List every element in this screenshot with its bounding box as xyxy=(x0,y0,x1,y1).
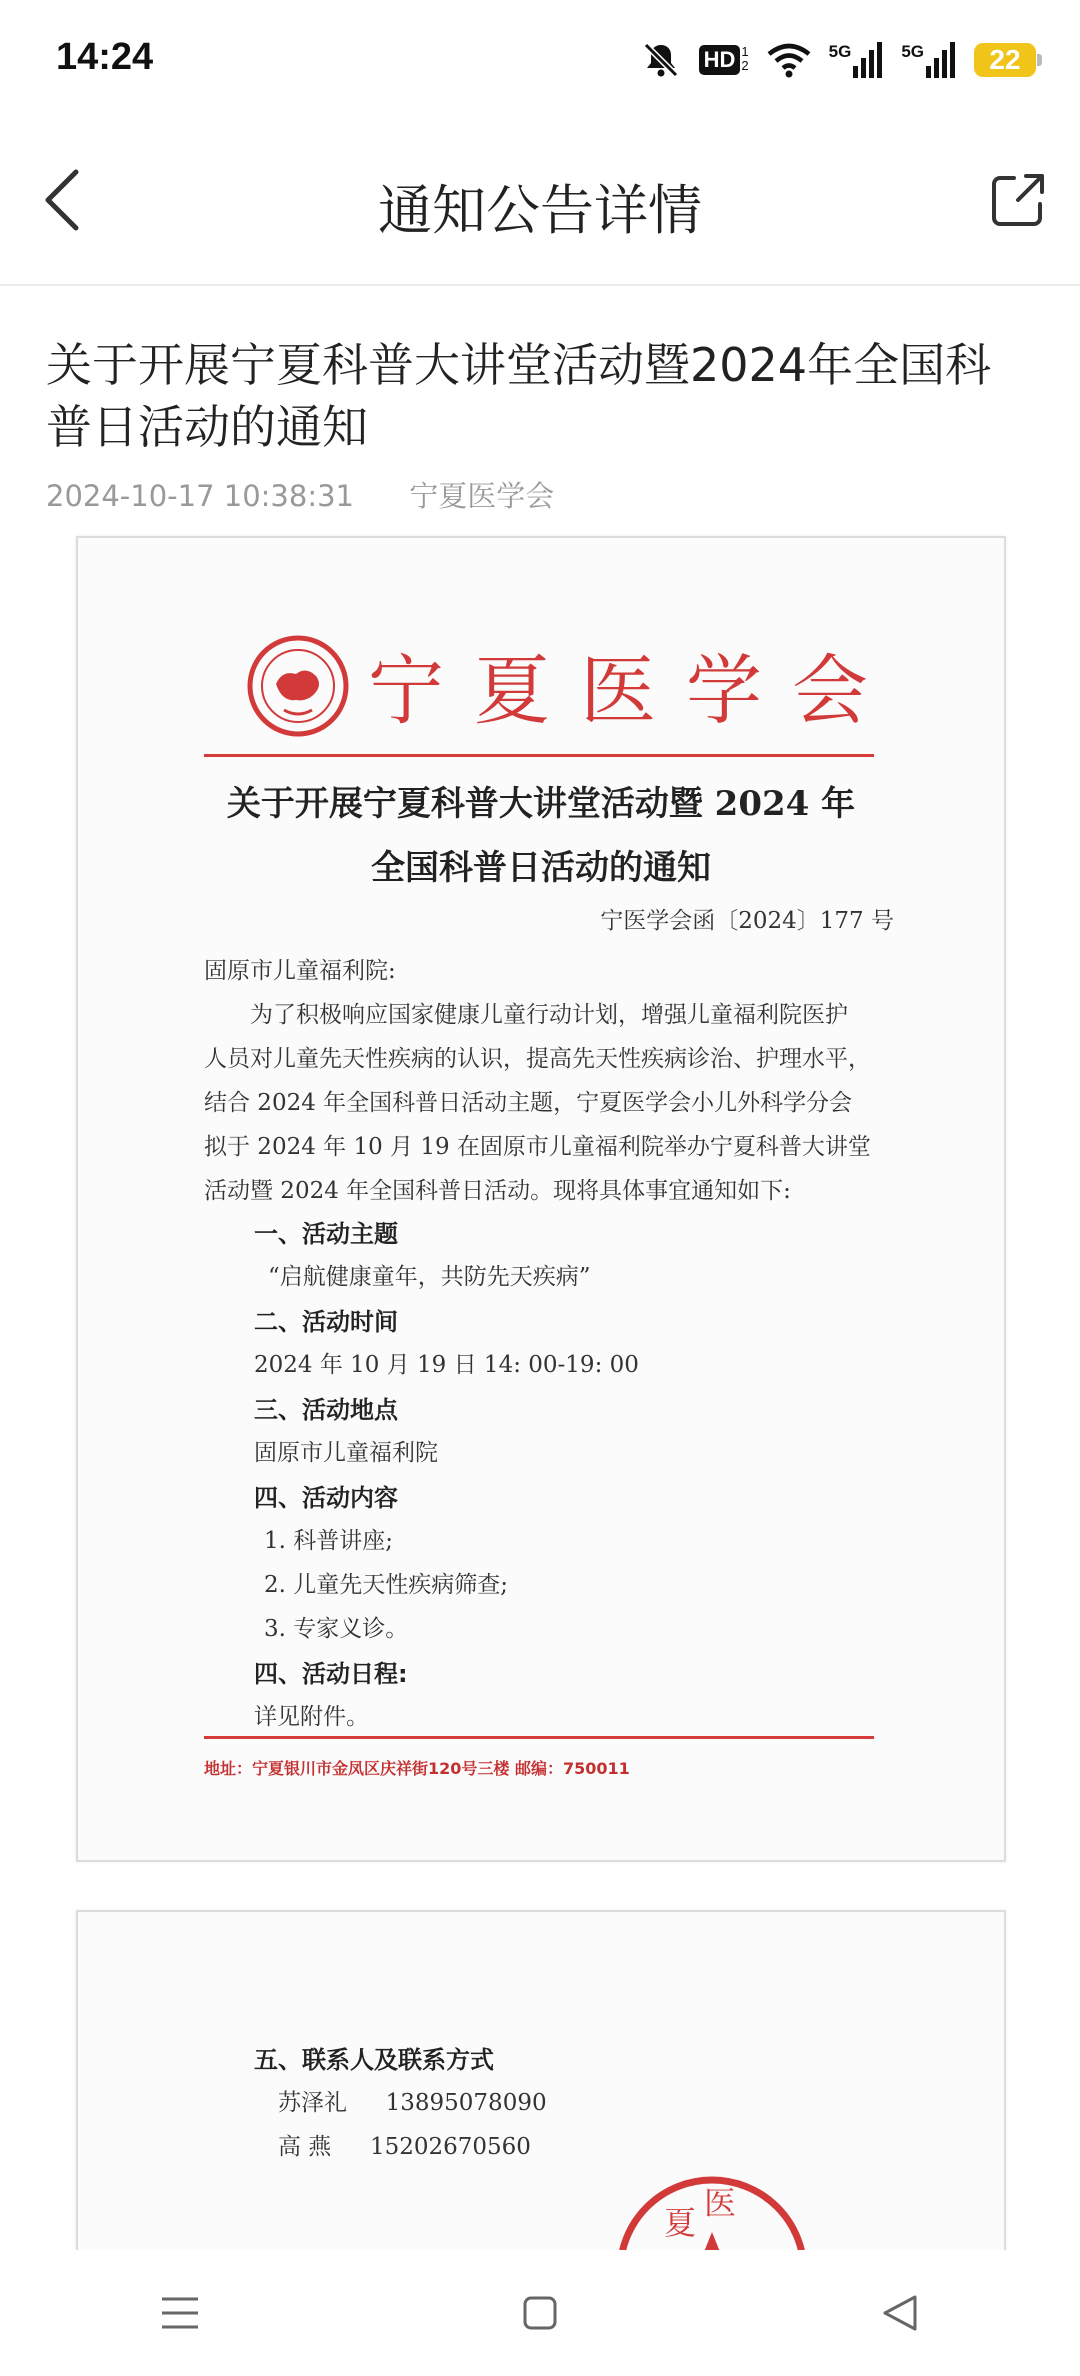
section-schedule-title: 四、活动日程: xyxy=(254,1660,408,1688)
home-icon xyxy=(522,2295,558,2331)
document-reference-number: 宁医学会函〔2024〕177 号 xyxy=(600,908,894,934)
battery-indicator: 22 xyxy=(974,43,1036,77)
article-meta xyxy=(46,474,600,515)
section-theme-content: “启航健康童年，共防先天疾病” xyxy=(268,1264,591,1290)
document-page-image[interactable] xyxy=(76,536,1006,1862)
status-time: 14:24 xyxy=(56,36,154,78)
section-content-title: 四、活动内容 xyxy=(254,1484,398,1512)
section-content-item: 1. 科普讲座; xyxy=(264,1528,394,1554)
contact-phone: 15202670560 xyxy=(369,2134,531,2160)
share-button[interactable] xyxy=(978,160,1058,240)
article-title: 关于开展宁夏科普大讲堂活动暨2024年全国科普日活动的通知 xyxy=(46,338,992,454)
section-time-content: 2024 年 10 月 19 日 14: 00-19: 00 xyxy=(254,1352,639,1378)
svg-text:夏: 夏 xyxy=(664,2204,697,2242)
document-body-line: 人员对儿童先天性疾病的认识，提高先天性疾病诊治、护理水平， xyxy=(204,1046,871,1072)
section-contacts-title: 五、联系人及联系方式 xyxy=(254,2046,494,2074)
hd-icon: HD 1 2 xyxy=(699,45,749,75)
menu-button[interactable] xyxy=(135,2268,225,2358)
contact-name: 苏泽礼 xyxy=(278,2090,347,2116)
document-body-line: 结合 2024 年全国科普日活动主题，宁夏医学会小儿外科学分会 xyxy=(204,1090,853,1116)
menu-icon xyxy=(160,2296,200,2330)
article-source: 宁夏医学会 xyxy=(409,479,555,513)
bell-off-icon xyxy=(641,40,681,80)
document-footer-address: 地址：宁夏银川市金凤区庆祥街120号三楼 邮编：750011 xyxy=(204,1759,630,1778)
section-time-title: 二、活动时间 xyxy=(254,1308,398,1336)
section-content-item: 2. 儿童先天性疾病筛查; xyxy=(264,1572,509,1598)
document-heading-line2: 全国科普日活动的通知 xyxy=(371,848,711,888)
document-heading-line1: 关于开展宁夏科普大讲堂活动暨 2024 年 xyxy=(226,784,856,824)
document-page-image[interactable] xyxy=(76,1910,1006,2252)
section-location-content: 固原市儿童福利院 xyxy=(254,1440,438,1466)
share-icon xyxy=(988,170,1048,230)
wifi-icon xyxy=(767,42,811,78)
letterhead-org-name: 宁夏医学会 xyxy=(368,646,898,735)
section-location-title: 三、活动地点 xyxy=(254,1396,398,1424)
section-content-item: 3. 专家义诊。 xyxy=(264,1616,409,1642)
society-seal-icon xyxy=(246,634,350,738)
signal-5g-icon: 5G xyxy=(901,42,956,78)
nav-bar xyxy=(0,120,1080,286)
document-salutation: 固原市儿童福利院: xyxy=(204,958,396,984)
section-schedule-content: 详见附件。 xyxy=(254,1704,369,1730)
footer-divider xyxy=(204,1736,874,1739)
section-theme-title: 一、活动主题 xyxy=(254,1220,398,1248)
letterhead-divider xyxy=(204,754,874,757)
document-body-line: 活动暨 2024 年全国科普日活动。现将具体事宜通知如下: xyxy=(204,1178,791,1204)
contact-phone: 13895078090 xyxy=(385,2090,547,2116)
contact-row xyxy=(278,2128,531,2161)
system-navigation-bar xyxy=(0,2250,1080,2376)
system-back-button[interactable] xyxy=(855,2268,945,2358)
page-title: 通知公告详情 xyxy=(378,179,702,242)
contact-name: 高 燕 xyxy=(278,2134,332,2160)
signal-5g-icon: 5G xyxy=(829,42,884,78)
document-body-line: 拟于 2024 年 10 月 19 在固原市儿童福利院举办宁夏科普大讲堂 xyxy=(204,1134,871,1160)
home-button[interactable] xyxy=(495,2268,585,2358)
official-seal-stamp xyxy=(612,2172,812,2252)
svg-text:医: 医 xyxy=(704,2184,737,2222)
back-triangle-icon xyxy=(881,2293,919,2333)
status-icons xyxy=(641,36,1036,84)
status-bar xyxy=(0,0,1080,120)
article-datetime: 2024-10-17 10:38:31 xyxy=(46,479,354,513)
document-body-line: 为了积极响应国家健康儿童行动计划，增强儿童福利院医护 xyxy=(250,1002,848,1028)
contact-row xyxy=(278,2084,547,2117)
